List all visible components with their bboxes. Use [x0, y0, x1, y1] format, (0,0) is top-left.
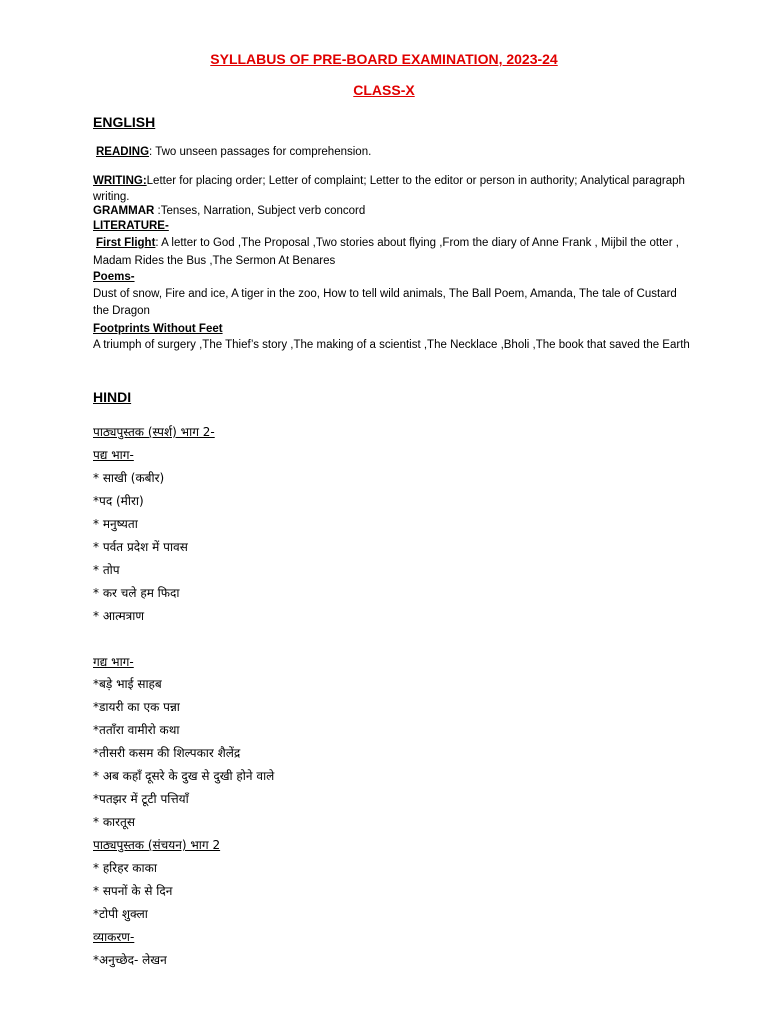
hindi-heading: HINDI	[93, 389, 132, 405]
sparsh-textbook-heading: पाठ्यपुस्तक (स्पर्श) भाग 2-	[93, 425, 215, 439]
poetry-item: * साखी (कबीर)	[93, 471, 165, 485]
poetry-item: * कर चले हम फिदा	[93, 586, 180, 600]
literature-label: LITERATURE-	[93, 220, 169, 232]
poetry-item: * तोप	[93, 563, 120, 577]
footprints-paragraph: A triumph of surgery ,The Thief’s story ,The making of a scientist ,The Necklace ,Bholi ,The book that saved the Earth	[93, 339, 690, 351]
hindi-grammar-heading: व्याकरण-	[93, 930, 135, 944]
poems-paragraph: Dust of snow, Fire and ice, A tiger in the zoo, How to tell wild animals, The Ball Poem, Amanda, The tale of Custard the Dragon	[93, 288, 677, 317]
prose-item: * कारतूस	[93, 815, 135, 829]
grammar-label: GRAMMAR	[93, 205, 155, 217]
prose-item: *पतझर में टूटी पत्तियाँ	[93, 792, 189, 806]
sanchayan-item: *टोपी शुक्ला	[93, 907, 148, 921]
sanchayan-item: * हरिहर काका	[93, 861, 157, 875]
prose-item: *डायरी का एक पन्ना	[93, 700, 180, 714]
class-label: CLASS-X	[353, 82, 415, 98]
writing-text: Letter for placing order; Letter of complaint; Letter to the editor or person in authority; Analytical paragraph writing.	[93, 175, 685, 203]
first-flight-text: : A letter to God ,The Proposal ,Two stories about flying ,From the diary of Anne Frank , Mijbil the otter , Madam Rides the Bus ,The Sermon At Benares	[93, 237, 679, 267]
document-title: SYLLABUS OF PRE-BOARD EXAMINATION, 2023-24	[210, 51, 558, 67]
grammar-line	[93, 203, 365, 219]
prose-item: * अब कहाँ दूसरे के दुख से दुखी होने वाले	[93, 769, 275, 783]
first-flight-paragraph	[93, 234, 693, 270]
poetry-item: * मनुष्यता	[93, 517, 138, 531]
reading-label: READING	[96, 146, 150, 158]
writing-paragraph	[93, 173, 693, 205]
sanchayan-item: * सपनों के से दिन	[93, 884, 173, 898]
writing-label: WRITING:	[93, 175, 147, 187]
prose-item: *तताँरा वामीरो कथा	[93, 723, 180, 737]
prose-item: *बड़े भाई साहब	[93, 677, 162, 691]
poetry-heading: पद्य भाग-	[93, 448, 134, 462]
grammar-item: *अनुच्छेद- लेखन	[93, 953, 167, 967]
poetry-item: * आत्मत्राण	[93, 609, 145, 623]
footprints-label: Footprints Without Feet	[93, 323, 223, 335]
poetry-item: *पद (मीरा)	[93, 494, 144, 508]
prose-item: *तीसरी कसम की शिल्पकार शैलेंद्र	[93, 746, 241, 760]
grammar-text: :Tenses, Narration, Subject verb concord	[154, 205, 366, 217]
reading-text: : Two unseen passages for comprehension.	[149, 146, 372, 158]
english-heading: ENGLISH	[93, 114, 156, 130]
poetry-item: * पर्वत प्रदेश में पावस	[93, 540, 188, 554]
prose-heading: गद्य भाग-	[93, 655, 134, 669]
poems-label: Poems-	[93, 271, 135, 283]
sanchayan-textbook-heading: पाठ्यपुस्तक (संचयन) भाग 2	[93, 838, 221, 852]
reading-line	[96, 144, 371, 160]
first-flight-label: First Flight	[96, 237, 156, 249]
